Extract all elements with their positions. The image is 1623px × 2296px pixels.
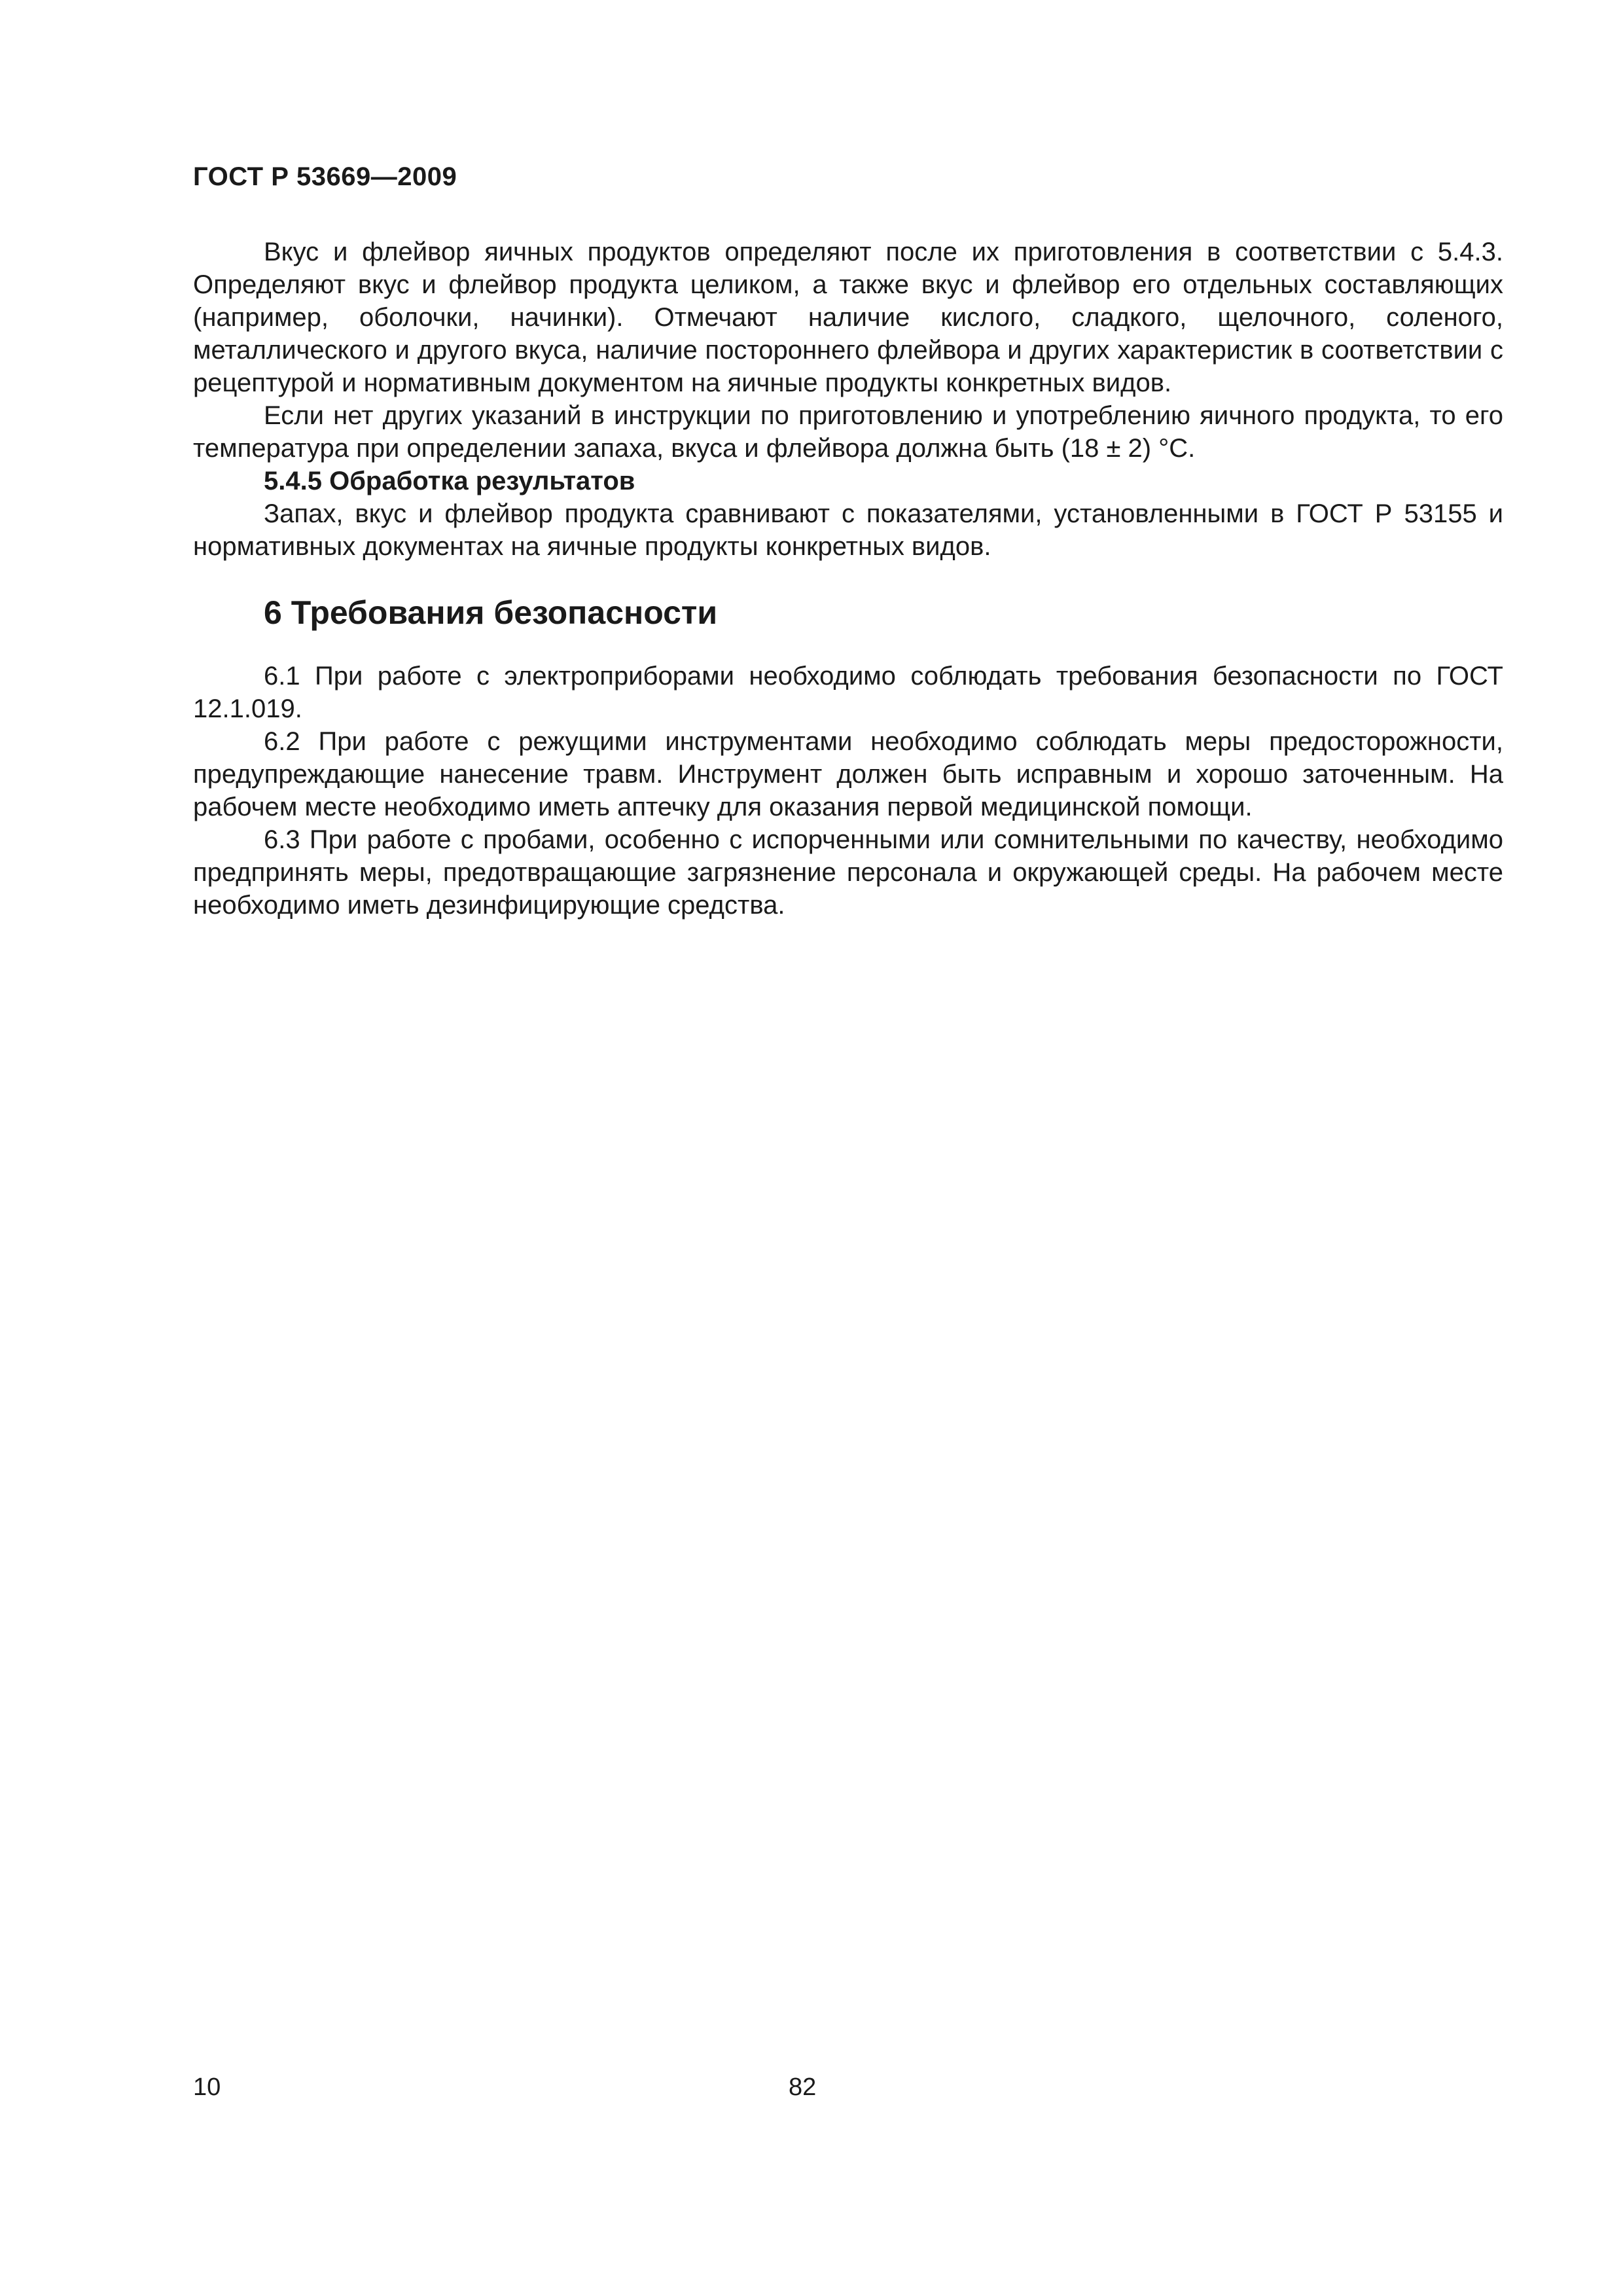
paragraph-results: Запах, вкус и флейвор продукта сравнивают с показателями, установленными в ГОСТ Р 53155 и нормативных документах на яичные продукты конкретных видов. [193, 499, 1503, 561]
safety-item-1: 6.1 При работе с электроприборами необходимо соблюдать требования безопасности по ГОСТ 12.1.019. [193, 662, 1503, 723]
document-body [193, 236, 1503, 922]
paragraph-temperature: Если нет других указаний в инструкции по приготовлению и употреблению яичного продукта, то его температура при определении запаха, вкуса и флейвора должна быть (18 ± 2) °С. [193, 401, 1503, 463]
paragraph-taste-flavor: Вкус и флейвор яичных продуктов определяют после их приготовления в соответствии с 5.4.3. Определяют вкус и флейвор продукта целиком, а также вкус и флейвор его отдельных составляющих (например, оболочки, начинки). Отмечают наличие кислого, сладкого, щелочного, соленого, металлического и другого вкуса, наличие постороннего флейвора и других характеристик в соответствии с рецептурой и нормативным документом на яичные продукты конкретных видов. [193, 238, 1503, 397]
page-number: 10 [193, 2073, 221, 2101]
subsection-title: 5.4.5 Обработка результатов [264, 467, 635, 495]
safety-item-3: 6.3 При работе с пробами, особенно с испорченными или сомнительными по качеству, необходимо предпринять меры, предотвращающие загрязнение персонала и окружающей среды. На рабочем месте необходимо иметь дезинфицирующие средства. [193, 825, 1503, 920]
safety-item-2: 6.2 При работе с режущими инструментами необходимо соблюдать меры предосторожности, предупреждающие нанесение травм. Инструмент должен быть исправным и хорошо заточенным. На рабочем месте необходимо иметь аптечку для оказания первой медицинской помощи. [193, 727, 1503, 821]
document-header: ГОСТ Р 53669—2009 [193, 162, 457, 191]
section-heading: 6 Требования безопасности [264, 594, 718, 631]
sheet-number: 82 [789, 2073, 817, 2101]
